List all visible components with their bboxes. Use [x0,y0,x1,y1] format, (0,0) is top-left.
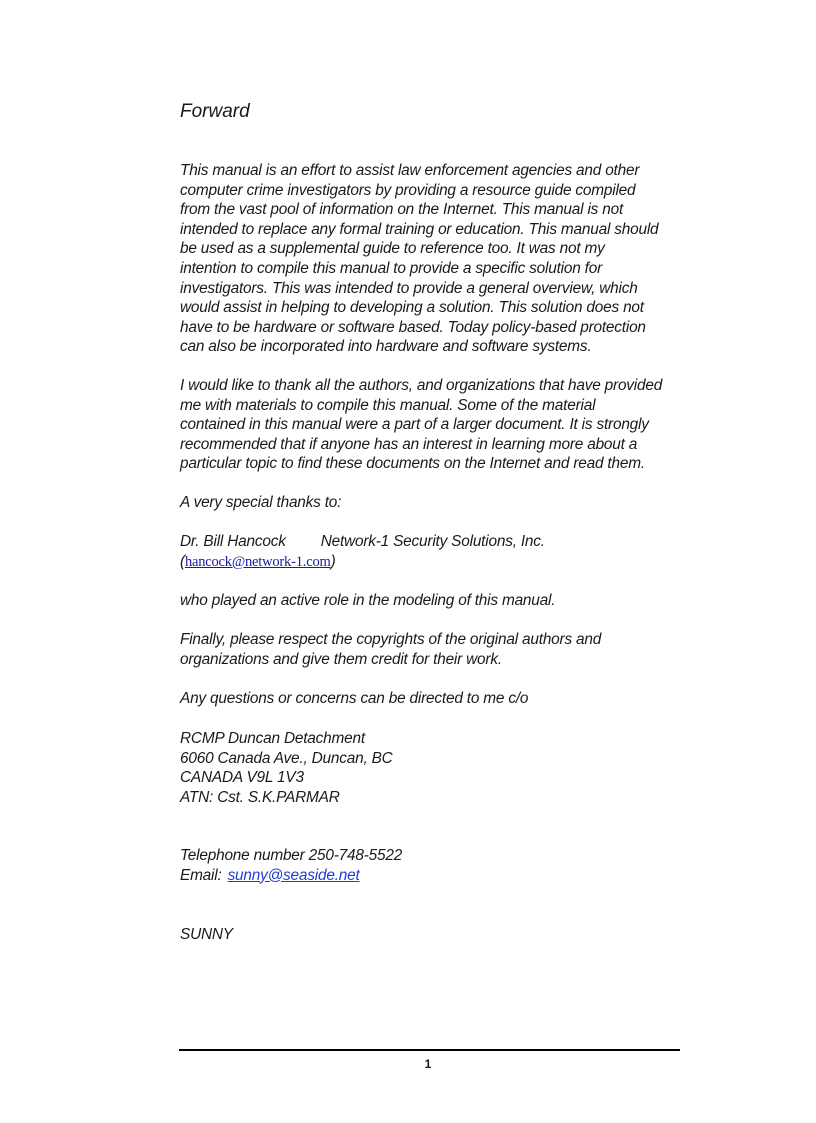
paren-open: ( [180,552,185,570]
text-line: me with materials to compile this manual. Some of the material [180,396,596,414]
thanks-organization: Network-1 Security Solutions, Inc. [320,533,545,550]
signature: SUNNY [180,926,233,943]
text-line: I would like to thank all the authors, and organizations that have provided [180,377,663,394]
copyright-paragraph [180,630,700,669]
address-line: ATN: Cst. S.K.PARMAR [180,788,340,806]
text-line: Finally, please respect the copyrights of the original authors and [180,631,602,648]
address-line: RCMP Duncan Detachment [180,730,365,747]
special-thanks-line: A very special thanks to: [180,494,342,511]
text-line: from the vast pool of information on the Internet. This manual is not [180,201,624,219]
thanks-email-line [180,552,700,573]
sunny-email-link[interactable]: sunny@seaside.net [227,866,360,884]
role-line: who played an active role in the modeling of this manual. [180,592,556,609]
page-number: 1 [424,1057,432,1071]
footer-divider [179,1049,680,1051]
thanks-paragraph [180,376,700,474]
email-line [180,866,700,886]
page-heading: Forward [180,101,250,122]
text-line: investigators. This was intended to provide a general overview, which [180,279,638,297]
contact-block [180,846,700,885]
thanks-entry [180,532,700,572]
text-line: computer crime investigators by providing a resource guide compiled [180,181,636,199]
hancock-email-link[interactable]: hancock@network-1.com [184,553,331,570]
text-line: can also be incorporated into hardware and software systems. [180,338,592,356]
text-line: contained in this manual were a part of a larger document. It is strongly [180,416,649,434]
paren-close: ) [330,552,336,570]
address-line: CANADA V9L 1V3 [180,769,304,787]
questions-line: Any questions or concerns can be directed to me c/o [180,690,529,707]
text-line: This manual is an effort to assist law enforcement agencies and other [180,162,640,179]
text-line: intention to compile this manual to provide a specific solution for [180,259,603,277]
text-line: organizations and give them credit for their work. [180,650,502,668]
address-line: 6060 Canada Ave., Duncan, BC [180,749,393,767]
telephone-line: Telephone number 250-748-5522 [180,847,403,864]
intro-paragraph [180,161,700,357]
text-line: particular topic to find these documents on the Internet and read them. [180,455,645,473]
email-label: Email: [180,866,222,884]
text-line: would assist in helping to developing a solution. This solution does not [180,299,644,317]
text-line: intended to replace any formal training or education. This manual should [180,220,659,238]
text-line: be used as a supplemental guide to reference too. It was not my [180,240,605,258]
text-line: recommended that if anyone has an interest in learning more about a [180,435,638,453]
thanks-name: Dr. Bill Hancock [180,533,286,550]
mailing-address [180,729,700,807]
text-line: have to be hardware or software based. Today policy-based protection [180,318,646,336]
thanks-entry-line [180,532,700,552]
